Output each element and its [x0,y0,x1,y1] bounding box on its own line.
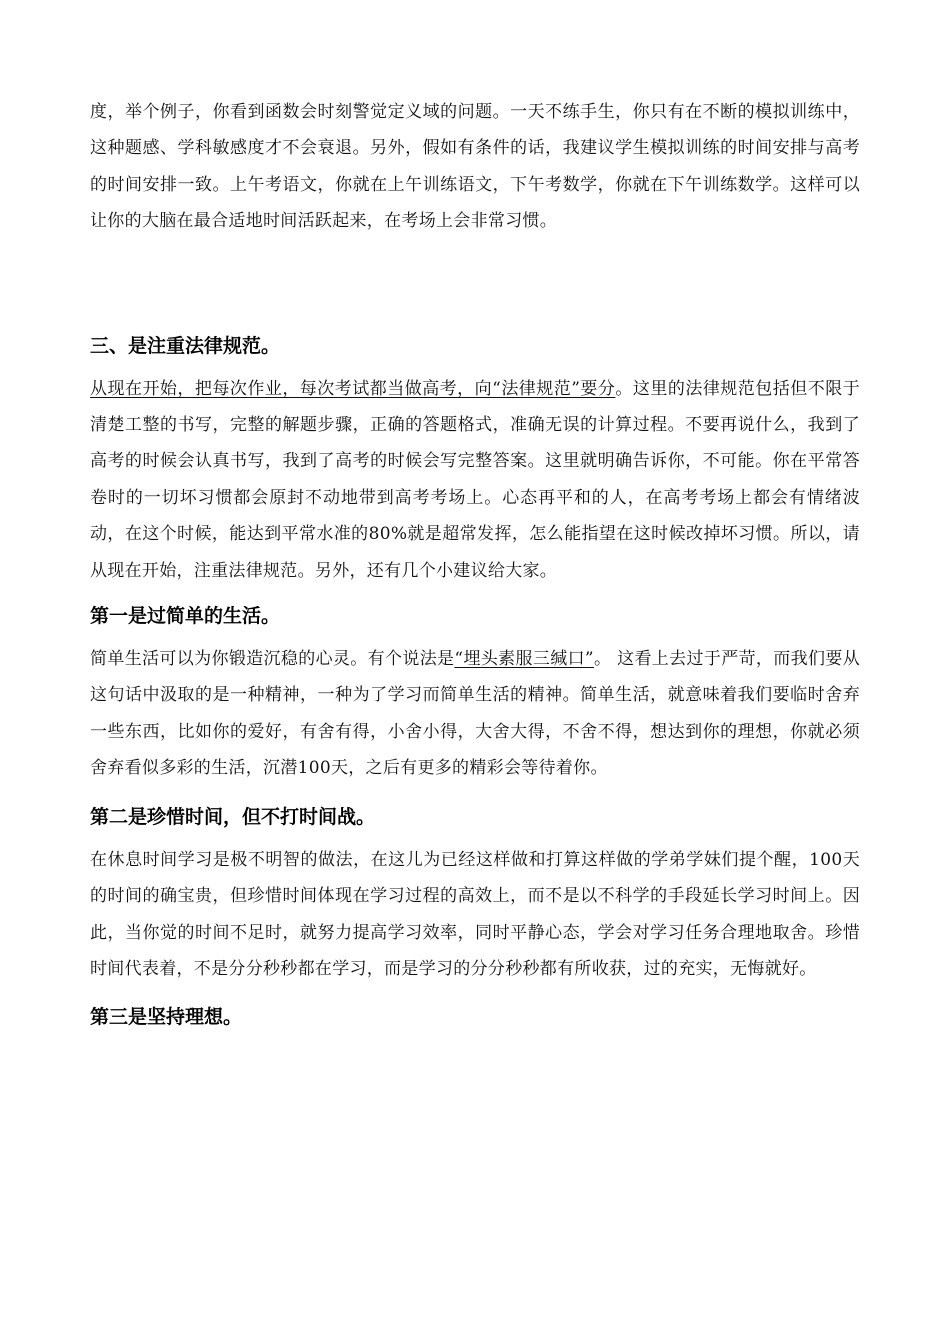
section-heading-persist-ideal: 第三是坚持理想。 [90,1006,243,1029]
section-heading-law-norms: 三、是注重法律规范。 [90,334,281,357]
intro-paragraph: 度，举个例子，你看到函数会时刻警觉定义域的问题。一天不练手生，你只有在不断的模拟训练中，这种题感、学科敏感度才不会衰退。另外，假如有条件的话，我建议学生模拟训练的时间安排与高考的时间安排一致。上午考语文，你就在上午训练语文，下午考数学，你就在下午训练数学。这样可以让你的大脑在最合适地时间活跃起来，在考场上会非常习惯。 [90,102,860,232]
underlined-phrase: 从现在开始，把每次作业，每次考试都当做高考，向“法律规范”要分 [90,378,616,399]
law-norms-paragraph [90,371,860,589]
simple-life-paragraph [90,641,860,787]
cherish-time-paragraph: 在休息时间学习是极不明智的做法，在这儿为已经这样做和打算这样做的学弟学妹们提个醒，100天的时间的确宝贵，但珍惜时间体现在学习过程的高效上，而不是以不科学的手段延长学习时间上。因此，当你觉的时间不足时，就努力提高学习效率，同时平静心态，学会对学习任务合理地取舍。珍惜时间代表着，不是分分秒秒都在学习，而是学习的分分秒秒都有所收获，过的充实，无悔就好。 [90,849,860,979]
paragraph-text: 简单生活可以为你锻造沉稳的心灵。有个说法是 [90,649,455,670]
underlined-quote: “埋头素服三缄口” [454,649,594,670]
section-heading-cherish-time: 第二是珍惜时间，但不打时间战。 [90,805,376,828]
paragraph-text: 。 这看上去过于严苛，而我们要从这句话中汲取的是一种精神，一种为了学习而简单生活的精神。简单生活，就意味着我们要临时舍弃一些东西，比如你的爱好，有舍有得，小舍小得，大舍大得，不舍不得，想达到你的理想，你就必须舍弃看似多彩的生活，沉潜100天，之后有更多的精彩会等待着你。 [90,649,860,779]
document-page [90,94,860,1032]
section-heading-simple-life: 第一是过简单的生活。 [90,605,281,628]
paragraph-text: 。这里的法律规范包括但不限于清楚工整的书写，完整的解题步骤，正确的答题格式，准确无误的计算过程。不要再说什么，我到了高考的时候会认真书写，我到了高考的时候会写完整答案。这里就明确告诉你，不可能。你在平常答卷时的一切坏习惯都会原封不动地带到高考考场上。心态再平和的人，在高考考场上都会有情绪波动，在这个时候，能达到平常水准的80%就是超常发挥，怎么能指望在这时候改掉坏习惯。所以，请从现在开始，注重法律规范。另外，还有几个小建议给大家。 [90,378,861,581]
